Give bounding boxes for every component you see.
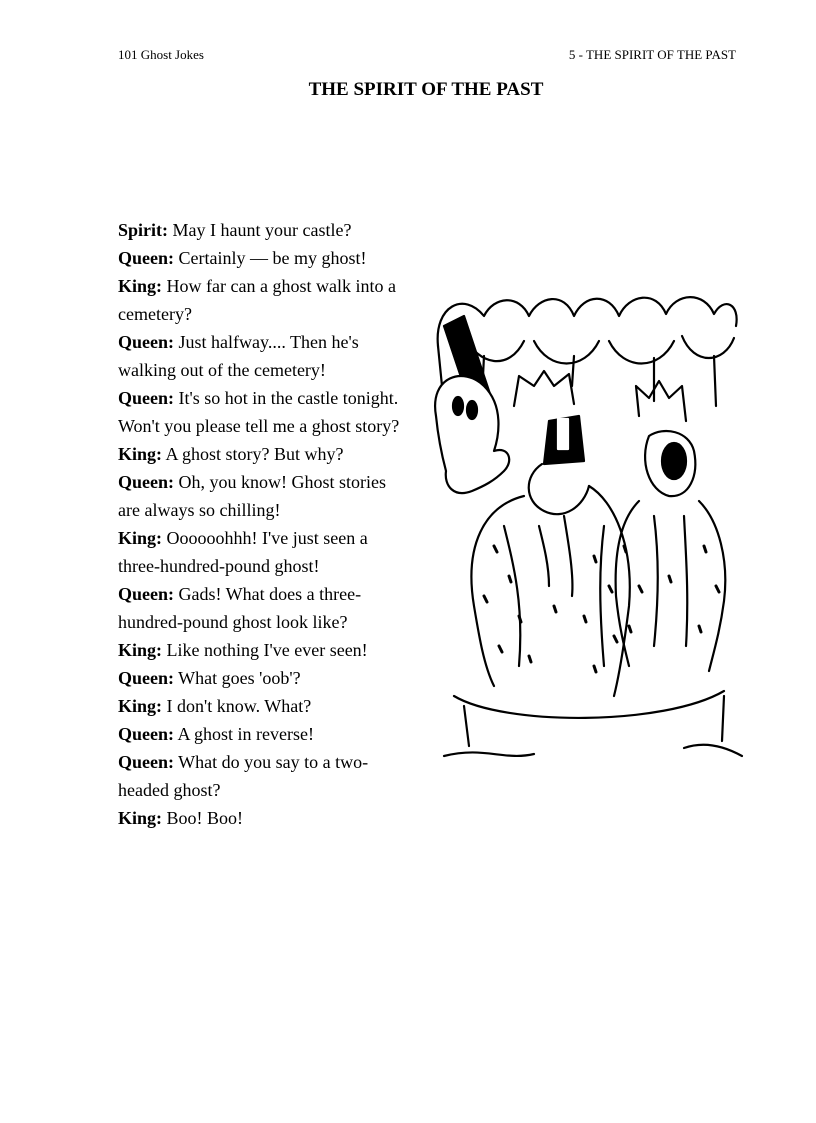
dialogue-line — [118, 692, 410, 720]
speaker: King: — [118, 696, 163, 716]
line-text: Gads! What does a three-hundred-pound ghost look like? — [118, 584, 362, 632]
line-text: How far can a ghost walk into a cemetery? — [118, 276, 396, 324]
line-text: May I haunt your castle? — [168, 220, 352, 240]
line-text: Oh, you know! Ghost stories are always so chilling! — [118, 472, 386, 520]
dialogue-line — [118, 804, 410, 832]
speaker: King: — [118, 528, 163, 548]
dialogue-line — [118, 524, 410, 580]
line-text: It's so hot in the castle tonight. Won't you please tell me a ghost story? — [118, 388, 400, 436]
speaker: Queen: — [118, 752, 174, 772]
line-text: A ghost story? But why? — [162, 444, 344, 464]
running-head-right: 5 - THE SPIRIT OF THE PAST — [568, 47, 736, 62]
dialogue-line — [118, 468, 410, 524]
speaker: King: — [118, 276, 163, 296]
ghost-figure — [435, 376, 509, 493]
line-text: What goes 'oob'? — [174, 668, 301, 688]
line-text: I don't know. What? — [162, 696, 312, 716]
speaker: Spirit: — [118, 220, 169, 240]
dialogue-line — [118, 244, 410, 272]
dialogue-line — [118, 328, 410, 384]
page-title: THE SPIRIT OF THE PAST — [308, 79, 544, 100]
speaker: Queen: — [118, 248, 174, 268]
dialogue-line — [118, 636, 410, 664]
dialogue-line — [118, 384, 410, 440]
speaker: King: — [118, 444, 163, 464]
queen-figure — [616, 381, 726, 671]
dialogue-line — [118, 580, 410, 636]
line-text: A ghost in reverse! — [174, 724, 314, 744]
line-text: Oooooohhh! I've just seen a three-hundred-pound ghost! — [118, 528, 368, 576]
line-text: Boo! Boo! — [162, 808, 244, 828]
dialogue-line — [118, 664, 410, 692]
king-queen-ghost-illustration — [424, 286, 744, 762]
line-text: Just halfway.... Then he's walking out of the cemetery! — [118, 332, 359, 380]
speaker: King: — [118, 808, 163, 828]
running-head-left: 101 Ghost Jokes — [118, 47, 204, 62]
speaker: Queen: — [118, 332, 174, 352]
dais — [444, 691, 742, 756]
dialogue-line — [118, 216, 410, 244]
line-text: Certainly — be my ghost! — [174, 248, 367, 268]
dialogue-line — [118, 440, 410, 468]
speaker: Queen: — [118, 388, 174, 408]
joke-dialogue — [118, 216, 410, 832]
dialogue-line — [118, 748, 410, 804]
dialogue-line — [118, 720, 410, 748]
speaker: Queen: — [118, 668, 174, 688]
speaker: King: — [118, 640, 163, 660]
speaker: Queen: — [118, 472, 174, 492]
speaker: Queen: — [118, 724, 174, 744]
speaker: Queen: — [118, 584, 174, 604]
dialogue-line — [118, 272, 410, 328]
line-text: Like nothing I've ever seen! — [162, 640, 368, 660]
line-text: What do you say to a two-headed ghost? — [118, 752, 369, 800]
